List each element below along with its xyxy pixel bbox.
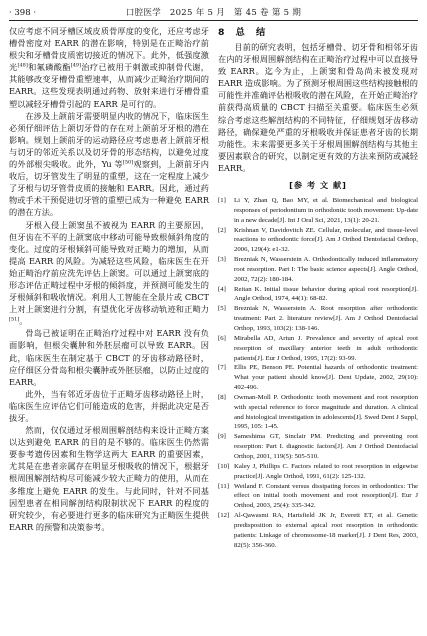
reference-number: [11] bbox=[218, 482, 229, 490]
reference-item bbox=[218, 334, 418, 364]
reference-item bbox=[218, 393, 418, 432]
reference-text: Brezniak N, Wasserstein A. Root resorption after orthodontic treatment: Part 2. literature review[J]. Am J Orthod Dentofacial Orthop, 1993, 103(2): 138-146. bbox=[234, 305, 418, 332]
reference-number: [8] bbox=[218, 393, 226, 401]
page-number: · 398 · bbox=[9, 8, 37, 18]
paragraph-genetic-factors: 然而，仅仅通过牙根周围解剖结构来设计正畸方案以达到避免 EARR 的目的是不够的。临床医生仍然需要参考遗传因素和生物学这两大 EARR 的重要因素，尤其是在患者亲属存在明显牙根吸收的情况下，根据牙根周围解剖结构尽可能减少较大正畸力的使用，从而在多维度上避免 EARR 的发生。与此同时，针对不同基因型患者在相同解剖结构限制状况下 EARR 的程度的研究较少，有必要进行更多的临床研究为正畸医生提供 EARR 的预警和决策参考。 bbox=[9, 425, 209, 532]
reference-text: Kaley J, Phillips C. Factors related to root resorption in edgewise practice[J]. Angle Orthod, 1991, 61(2): 125-132. bbox=[234, 462, 418, 480]
running-header bbox=[9, 6, 418, 20]
reference-item bbox=[218, 196, 418, 226]
paragraph-summary: 目前的研究表明，包括牙槽骨、切牙骨和相邻牙齿在内的牙根周围解剖结构在正畸治疗过程中可以直接导致 EARR。迄今为止，上颌窦和骨岛尚未被发现对 EARR 造成影响。为了预测牙根周围这些结构接触根的可能性并准确评估根吸收的潜在风险，在开始正畸治疗前获得高质量的 CBCT 扫描至关重要。临床医生必须综合考虑这些解剖结构的不同特征，仔细规划牙齿移动路径，确保避免严重的牙根吸收并保证患者牙齿的长期功能性。未来需要更多关于牙根周围解剖结构与其他主要因素联合的研究，以制定更有效的方法来预防或减轻 EARR。 bbox=[218, 42, 418, 173]
paragraph-adjacent-teeth: 此外，当有邻近牙齿位于正畸牙齿移动路径上时，临床医生应评估它们可能造成的危害，并据此决定是否拔牙。 bbox=[9, 388, 209, 423]
reference-number: [1] bbox=[218, 197, 226, 205]
reference-text: Sameshima GT, Sinclair PM. Predicting and preventing root resorption: Part I. diagnostic factors[J]. Am J Orthod Dentofacial Orthop, 2001, 119(5): 505-510. bbox=[234, 433, 418, 460]
paragraph-bone-island: 骨岛已被证明在正畸治疗过程中对 EARR 没有负面影响，但根尖囊肿和外胚层瘤可以导致 EARR。因此，临床医生在制定基于 CBCT 的牙齿移动路径时，应仔细区分骨岛和根尖囊肿或外胚层瘤，以防止过度的 EARR。 bbox=[9, 328, 209, 387]
paragraph-incisive-canal bbox=[9, 110, 209, 219]
section-title: 8 总 结 bbox=[218, 27, 267, 38]
reference-text: Owman-Moll P. Orthodontic tooth movement and root resorption with special reference to force magnitude and duration. A clinical and histological investigation in adolescents[J]. Swed Dent J Suppl, 1995, 105: 1-45. bbox=[234, 393, 418, 431]
left-column bbox=[9, 25, 209, 533]
reference-text: Brezniak N, Wasserstein A. Orthodontically induced inflammatory root resorption. Part I: The basic science aspects[J]. Angle Orthod, 2002, 72(2): 180-184. bbox=[234, 256, 418, 283]
reference-text: Ellis PE, Benson PE. Potential hazards of orthodontic treatment: What your patient should know[J]. Dent Update, 2002, 29(10): 492-496. bbox=[234, 364, 418, 392]
reference-number: [7] bbox=[218, 364, 226, 372]
journal-title: 口腔医学 2025 年 5 月 第 45 卷 第 5 期 bbox=[125, 8, 302, 18]
reference-item bbox=[218, 226, 418, 256]
reference-number: [5] bbox=[218, 305, 226, 313]
paragraph-text: 。 bbox=[19, 316, 28, 327]
citation-mark: [50] bbox=[122, 159, 134, 166]
reference-text: Reitan K. Initial tissue behavior during apical root resorption[J]. Angle Orthod, 1974, 44(1): 68-82. bbox=[234, 285, 418, 303]
reference-number: [10] bbox=[218, 462, 230, 470]
reference-item bbox=[218, 285, 418, 305]
reference-text: Weiland F. Constant versus dissipating forces in orthodontics: The effect on initial tooth movement and root resorption[J]. Eur J Orthod, 2003, 25(4): 335-342. bbox=[234, 482, 418, 510]
paragraph-text: 牙根入侵上颌窦虽不被视为 EARR 的主要原因，但牙齿在不平的上颌窦底中移动可能导致根倾斜角度的变化。过度的牙根倾斜可能导致对正畸力的增加，从而提高 EARR 的风险。为减轻这些风险，临床医生在开始正畸治疗前应洗先评估上颌窦。可以通过上颌窦底的形态评估正畸过程中牙根的倾斜度，并预测可能发生的牙根倾斜和吸收情况。利用人工智能在全景片或 CBCT 上对上颌窦进行分割，有望优化牙齿移动轨迹和正畸力 bbox=[9, 219, 209, 315]
citation-mark: [48] bbox=[17, 62, 28, 69]
reference-item bbox=[218, 482, 418, 512]
reference-number: [9] bbox=[218, 433, 226, 441]
reference-number: [4] bbox=[218, 285, 226, 293]
reference-text: Mirabella AD, Artun J. Prevalence and severity of apical root resorption of maxillary anterior teeth in adult orthodontic patients[J]. Eur J Orthod, 1995, 17(2): 93-99. bbox=[234, 334, 418, 362]
reference-number: [6] bbox=[218, 334, 226, 342]
header-rule bbox=[9, 20, 418, 21]
reference-text: Al-Qawasmi RA, Hartsfield JK Jr, Everett ET, et al. Genetic predisposition to external apical root resorption in orthodontic patients: Linkage of chromosome-18 marker[J]. J Dent Res, 2003, 82(5): 356-360. bbox=[234, 512, 418, 549]
paragraph-text: 治疗已被用于刺激或抑制骨代谢，其能够改变牙槽骨重塑速率，从而减少正畸治疗期间的 EARR。这些发现表明通过药物、放射来进行牙槽骨重塑以减轻牙槽骨引起的 EARR 是可行的。 bbox=[9, 62, 209, 109]
reference-item bbox=[218, 255, 418, 285]
reference-item bbox=[218, 363, 418, 393]
reference-list bbox=[218, 196, 418, 550]
paragraph-text: 观察到，上颌前牙内收后，切牙管发生了明显的重塑，这在一定程度上减少了牙根与切牙管骨皮质的接触和 EARR。因此，通过药物或手术干预促进切牙管的重塑已成为一种避免 EARR 的潜在方法。 bbox=[9, 159, 209, 218]
references-heading: [参 考 文 献] bbox=[289, 180, 347, 191]
paragraph-bone-density bbox=[9, 25, 209, 110]
paragraph-maxillary-sinus bbox=[9, 219, 209, 328]
reference-item bbox=[218, 432, 418, 462]
right-column bbox=[218, 25, 418, 550]
reference-number: [2] bbox=[218, 226, 226, 234]
paragraph-text: 和氟磷酸酯 bbox=[27, 62, 71, 73]
reference-item bbox=[218, 304, 418, 334]
reference-item bbox=[218, 462, 418, 482]
reference-text: Krishnan V, Davidovitch ZE. Cellular, molecular, and tissue-level reactions to orthodontic force[J]. Am J Orthod Dentofacial Orthop, 2006, 129(4): e1-32. bbox=[234, 226, 418, 254]
reference-number: [12] bbox=[218, 512, 230, 520]
citation-mark: [49] bbox=[70, 62, 82, 69]
paragraph-text: 在涉及上颌前牙需要明显内收的情况下，临床医生必须仔细评估上颌切牙骨的存在对上颌前牙牙根的潜在影响。规划上颌前牙的运动路径应考虑患者上颌前牙根与切牙的邻近关系以及切牙骨的形态结构，以避免过度的外部根尖吸收。此外，Yu 等 bbox=[9, 110, 209, 170]
reference-item bbox=[218, 511, 418, 550]
reference-text: Li Y, Zhan Q, Bao MY, et al. Biomechanical and biological responses of periodontium in orthodontic tooth movement: Up-date in a new decade[J]. Int J Oral Sci, 2021, 13(1): 20-21. bbox=[234, 197, 418, 224]
citation-mark: [51] bbox=[9, 316, 20, 323]
paragraph-text: 仅应考虑不同牙槽区域皮质骨厚度的变化，还应考虑牙槽骨密度对 EARR 的潜在影响，特别是在正畸治疗前根尖和牙槽骨皮质密切接近的情况下。此外，低强度激光 bbox=[9, 26, 209, 73]
reference-number: [3] bbox=[218, 256, 226, 264]
